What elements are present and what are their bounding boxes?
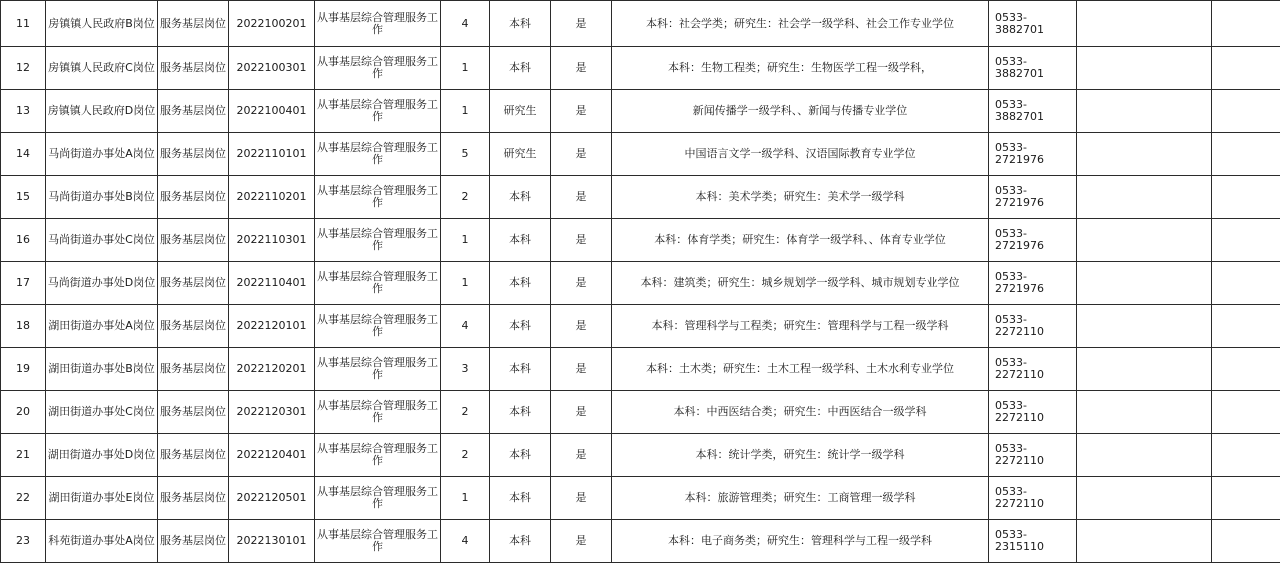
table-row: [1, 1, 1280, 47]
cell-empty[interactable]: [1212, 348, 1280, 391]
cell-job-desc[interactable]: 从事基层综合管理服务工作: [315, 477, 441, 520]
cell-no[interactable]: 18: [1, 305, 46, 348]
cell-major[interactable]: 本科：旅游管理类；研究生：工商管理一级学科: [612, 477, 989, 520]
cell-job-desc[interactable]: 从事基层综合管理服务工作: [315, 434, 441, 477]
cell-degree[interactable]: 是: [551, 520, 612, 563]
cell-empty[interactable]: [1077, 262, 1212, 305]
table-body: [1, 1, 1280, 563]
cell-post-type[interactable]: 服务基层岗位: [158, 391, 229, 434]
cell-phone[interactable]: 0533-2721976: [989, 219, 1077, 262]
cell-no[interactable]: 15: [1, 176, 46, 219]
cell-degree[interactable]: 是: [551, 176, 612, 219]
cell-no[interactable]: 19: [1, 348, 46, 391]
cell-education[interactable]: 本科: [490, 477, 551, 520]
cell-education[interactable]: 本科: [490, 262, 551, 305]
cell-phone[interactable]: 0533-2721976: [989, 262, 1077, 305]
cell-education[interactable]: 本科: [490, 176, 551, 219]
cell-post-code[interactable]: 2022100301: [229, 47, 315, 90]
cell-hire-count[interactable]: 1: [441, 47, 490, 90]
cell-unit[interactable]: 马尚街道办事处A岗位: [46, 133, 158, 176]
cell-empty[interactable]: [1212, 520, 1280, 563]
cell-education[interactable]: 本科: [490, 520, 551, 563]
cell-phone[interactable]: 0533-2272110: [989, 391, 1077, 434]
cell-no[interactable]: 20: [1, 391, 46, 434]
cell-empty[interactable]: [1212, 47, 1280, 90]
cell-job-desc[interactable]: 从事基层综合管理服务工作: [315, 391, 441, 434]
cell-post-type[interactable]: 服务基层岗位: [158, 305, 229, 348]
cell-no[interactable]: 16: [1, 219, 46, 262]
cell-empty[interactable]: [1077, 305, 1212, 348]
cell-phone[interactable]: 0533-2272110: [989, 477, 1077, 520]
cell-phone[interactable]: 0533-2315110: [989, 520, 1077, 563]
cell-job-desc[interactable]: 从事基层综合管理服务工作: [315, 348, 441, 391]
cell-job-desc[interactable]: 从事基层综合管理服务工作: [315, 219, 441, 262]
cell-job-desc[interactable]: 从事基层综合管理服务工作: [315, 90, 441, 133]
cell-empty[interactable]: [1077, 520, 1212, 563]
cell-post-type[interactable]: 服务基层岗位: [158, 219, 229, 262]
cell-empty[interactable]: [1212, 434, 1280, 477]
table-row: [1, 90, 1280, 133]
cell-post-type[interactable]: 服务基层岗位: [158, 1, 229, 47]
cell-no[interactable]: 22: [1, 477, 46, 520]
cell-job-desc[interactable]: 从事基层综合管理服务工作: [315, 262, 441, 305]
cell-post-code[interactable]: 2022120101: [229, 305, 315, 348]
table-row: [1, 262, 1280, 305]
cell-unit[interactable]: 马尚街道办事处D岗位: [46, 262, 158, 305]
cell-empty[interactable]: [1212, 262, 1280, 305]
cell-hire-count[interactable]: 1: [441, 90, 490, 133]
cell-empty[interactable]: [1077, 434, 1212, 477]
cell-empty[interactable]: [1077, 1, 1212, 47]
cell-degree[interactable]: 是: [551, 133, 612, 176]
table-row: [1, 477, 1280, 520]
cell-hire-count[interactable]: 1: [441, 219, 490, 262]
cell-unit[interactable]: 湖田街道办事处E岗位: [46, 477, 158, 520]
cell-job-desc[interactable]: 从事基层综合管理服务工作: [315, 176, 441, 219]
cell-no[interactable]: 17: [1, 262, 46, 305]
cell-major[interactable]: 本科：土木类；研究生：土木工程一级学科、土木水利专业学位: [612, 348, 989, 391]
cell-empty[interactable]: [1212, 176, 1280, 219]
cell-phone[interactable]: 0533-2272110: [989, 348, 1077, 391]
cell-empty[interactable]: [1077, 477, 1212, 520]
cell-hire-count[interactable]: 2: [441, 391, 490, 434]
cell-education[interactable]: 本科: [490, 219, 551, 262]
cell-phone[interactable]: 0533-3882701: [989, 1, 1077, 47]
cell-unit[interactable]: 湖田街道办事处B岗位: [46, 348, 158, 391]
cell-unit[interactable]: 房镇镇人民政府B岗位: [46, 1, 158, 47]
cell-unit[interactable]: 科苑街道办事处A岗位: [46, 520, 158, 563]
cell-degree[interactable]: 是: [551, 262, 612, 305]
cell-empty[interactable]: [1212, 133, 1280, 176]
cell-education[interactable]: 本科: [490, 434, 551, 477]
cell-hire-count[interactable]: 1: [441, 477, 490, 520]
cell-empty[interactable]: [1077, 176, 1212, 219]
cell-hire-count[interactable]: 4: [441, 520, 490, 563]
cell-post-code[interactable]: 2022110201: [229, 176, 315, 219]
table-row: [1, 47, 1280, 90]
cell-post-type[interactable]: 服务基层岗位: [158, 47, 229, 90]
table-row: [1, 348, 1280, 391]
cell-unit[interactable]: 马尚街道办事处B岗位: [46, 176, 158, 219]
cell-no[interactable]: 13: [1, 90, 46, 133]
table-row: [1, 133, 1280, 176]
cell-empty[interactable]: [1077, 133, 1212, 176]
cell-post-type[interactable]: 服务基层岗位: [158, 262, 229, 305]
cell-major[interactable]: 本科：电子商务类；研究生：管理科学与工程一级学科: [612, 520, 989, 563]
cell-major[interactable]: 本科：统计学类，研究生：统计学一级学科: [612, 434, 989, 477]
cell-empty[interactable]: [1212, 391, 1280, 434]
cell-post-type[interactable]: 服务基层岗位: [158, 434, 229, 477]
cell-major[interactable]: 本科：美术学类；研究生：美术学一级学科: [612, 176, 989, 219]
cell-empty[interactable]: [1212, 1, 1280, 47]
cell-major[interactable]: 本科：管理科学与工程类；研究生：管理科学与工程一级学科: [612, 305, 989, 348]
cell-hire-count[interactable]: 2: [441, 176, 490, 219]
cell-empty[interactable]: [1212, 305, 1280, 348]
cell-hire-count[interactable]: 4: [441, 305, 490, 348]
cell-post-code[interactable]: 2022120301: [229, 391, 315, 434]
cell-unit[interactable]: 房镇镇人民政府D岗位: [46, 90, 158, 133]
cell-hire-count[interactable]: 3: [441, 348, 490, 391]
cell-post-code[interactable]: 2022110301: [229, 219, 315, 262]
cell-phone[interactable]: 0533-2272110: [989, 305, 1077, 348]
cell-degree[interactable]: 是: [551, 434, 612, 477]
cell-major[interactable]: 本科：生物工程类；研究生：生物医学工程一级学科，: [612, 47, 989, 90]
cell-post-type[interactable]: 服务基层岗位: [158, 176, 229, 219]
cell-major[interactable]: 本科：中西医结合类；研究生：中西医结合一级学科: [612, 391, 989, 434]
table-row: [1, 434, 1280, 477]
cell-post-code[interactable]: 2022100201: [229, 1, 315, 47]
cell-post-code[interactable]: 2022130101: [229, 520, 315, 563]
cell-major[interactable]: 新闻传播学一级学科、、新闻与传播专业学位: [612, 90, 989, 133]
cell-phone[interactable]: 0533-3882701: [989, 90, 1077, 133]
table-row: [1, 391, 1280, 434]
cell-empty[interactable]: [1077, 47, 1212, 90]
cell-education[interactable]: 研究生: [490, 133, 551, 176]
cell-post-type[interactable]: 服务基层岗位: [158, 520, 229, 563]
cell-empty[interactable]: [1212, 219, 1280, 262]
cell-phone[interactable]: 0533-2272110: [989, 434, 1077, 477]
cell-education[interactable]: 研究生: [490, 90, 551, 133]
cell-post-type[interactable]: 服务基层岗位: [158, 348, 229, 391]
cell-degree[interactable]: 是: [551, 348, 612, 391]
cell-empty[interactable]: [1077, 90, 1212, 133]
cell-unit[interactable]: 房镇镇人民政府C岗位: [46, 47, 158, 90]
cell-empty[interactable]: [1212, 477, 1280, 520]
cell-education[interactable]: 本科: [490, 47, 551, 90]
cell-unit[interactable]: 湖田街道办事处C岗位: [46, 391, 158, 434]
cell-education[interactable]: 本科: [490, 305, 551, 348]
cell-no[interactable]: 12: [1, 47, 46, 90]
cell-no[interactable]: 23: [1, 520, 46, 563]
cell-education[interactable]: 本科: [490, 1, 551, 47]
cell-post-type[interactable]: 服务基层岗位: [158, 90, 229, 133]
cell-unit[interactable]: 湖田街道办事处A岗位: [46, 305, 158, 348]
cell-degree[interactable]: 是: [551, 219, 612, 262]
cell-unit[interactable]: 马尚街道办事处C岗位: [46, 219, 158, 262]
cell-no[interactable]: 11: [1, 1, 46, 47]
cell-phone[interactable]: 0533-2721976: [989, 133, 1077, 176]
cell-degree[interactable]: 是: [551, 477, 612, 520]
cell-no[interactable]: 14: [1, 133, 46, 176]
cell-hire-count[interactable]: 2: [441, 434, 490, 477]
cell-post-type[interactable]: 服务基层岗位: [158, 477, 229, 520]
cell-phone[interactable]: 0533-2721976: [989, 176, 1077, 219]
cell-post-code[interactable]: 2022120501: [229, 477, 315, 520]
cell-education[interactable]: 本科: [490, 391, 551, 434]
cell-post-code[interactable]: 2022110101: [229, 133, 315, 176]
cell-major[interactable]: 本科：社会学类；研究生：社会学一级学科、社会工作专业学位: [612, 1, 989, 47]
cell-post-code[interactable]: 2022120201: [229, 348, 315, 391]
cell-job-desc[interactable]: 从事基层综合管理服务工作: [315, 1, 441, 47]
cell-post-type[interactable]: 服务基层岗位: [158, 133, 229, 176]
table-row: [1, 219, 1280, 262]
cell-degree[interactable]: 是: [551, 305, 612, 348]
cell-job-desc[interactable]: 从事基层综合管理服务工作: [315, 133, 441, 176]
table-row: [1, 305, 1280, 348]
cell-empty[interactable]: [1077, 219, 1212, 262]
cell-major[interactable]: 本科：体育学类；研究生：体育学一级学科、、体育专业学位: [612, 219, 989, 262]
cell-degree[interactable]: 是: [551, 1, 612, 47]
cell-post-code[interactable]: 2022110401: [229, 262, 315, 305]
table-row: [1, 520, 1280, 563]
cell-post-code[interactable]: 2022100401: [229, 90, 315, 133]
cell-empty[interactable]: [1212, 90, 1280, 133]
cell-empty[interactable]: [1077, 348, 1212, 391]
cell-major[interactable]: 中国语言文学一级学科、汉语国际教育专业学位: [612, 133, 989, 176]
cell-job-desc[interactable]: 从事基层综合管理服务工作: [315, 520, 441, 563]
cell-job-desc[interactable]: 从事基层综合管理服务工作: [315, 305, 441, 348]
cell-unit[interactable]: 湖田街道办事处D岗位: [46, 434, 158, 477]
cell-hire-count[interactable]: 1: [441, 262, 490, 305]
cell-education[interactable]: 本科: [490, 348, 551, 391]
cell-major[interactable]: 本科：建筑类；研究生：城乡规划学一级学科、城市规划专业学位: [612, 262, 989, 305]
cell-empty[interactable]: [1077, 391, 1212, 434]
cell-degree[interactable]: 是: [551, 391, 612, 434]
cell-phone[interactable]: 0533-3882701: [989, 47, 1077, 90]
cell-post-code[interactable]: 2022120401: [229, 434, 315, 477]
table-row: [1, 176, 1280, 219]
cell-hire-count[interactable]: 4: [441, 1, 490, 47]
cell-no[interactable]: 21: [1, 434, 46, 477]
cell-job-desc[interactable]: 从事基层综合管理服务工作: [315, 47, 441, 90]
cell-hire-count[interactable]: 5: [441, 133, 490, 176]
cell-degree[interactable]: 是: [551, 47, 612, 90]
cell-degree[interactable]: 是: [551, 90, 612, 133]
